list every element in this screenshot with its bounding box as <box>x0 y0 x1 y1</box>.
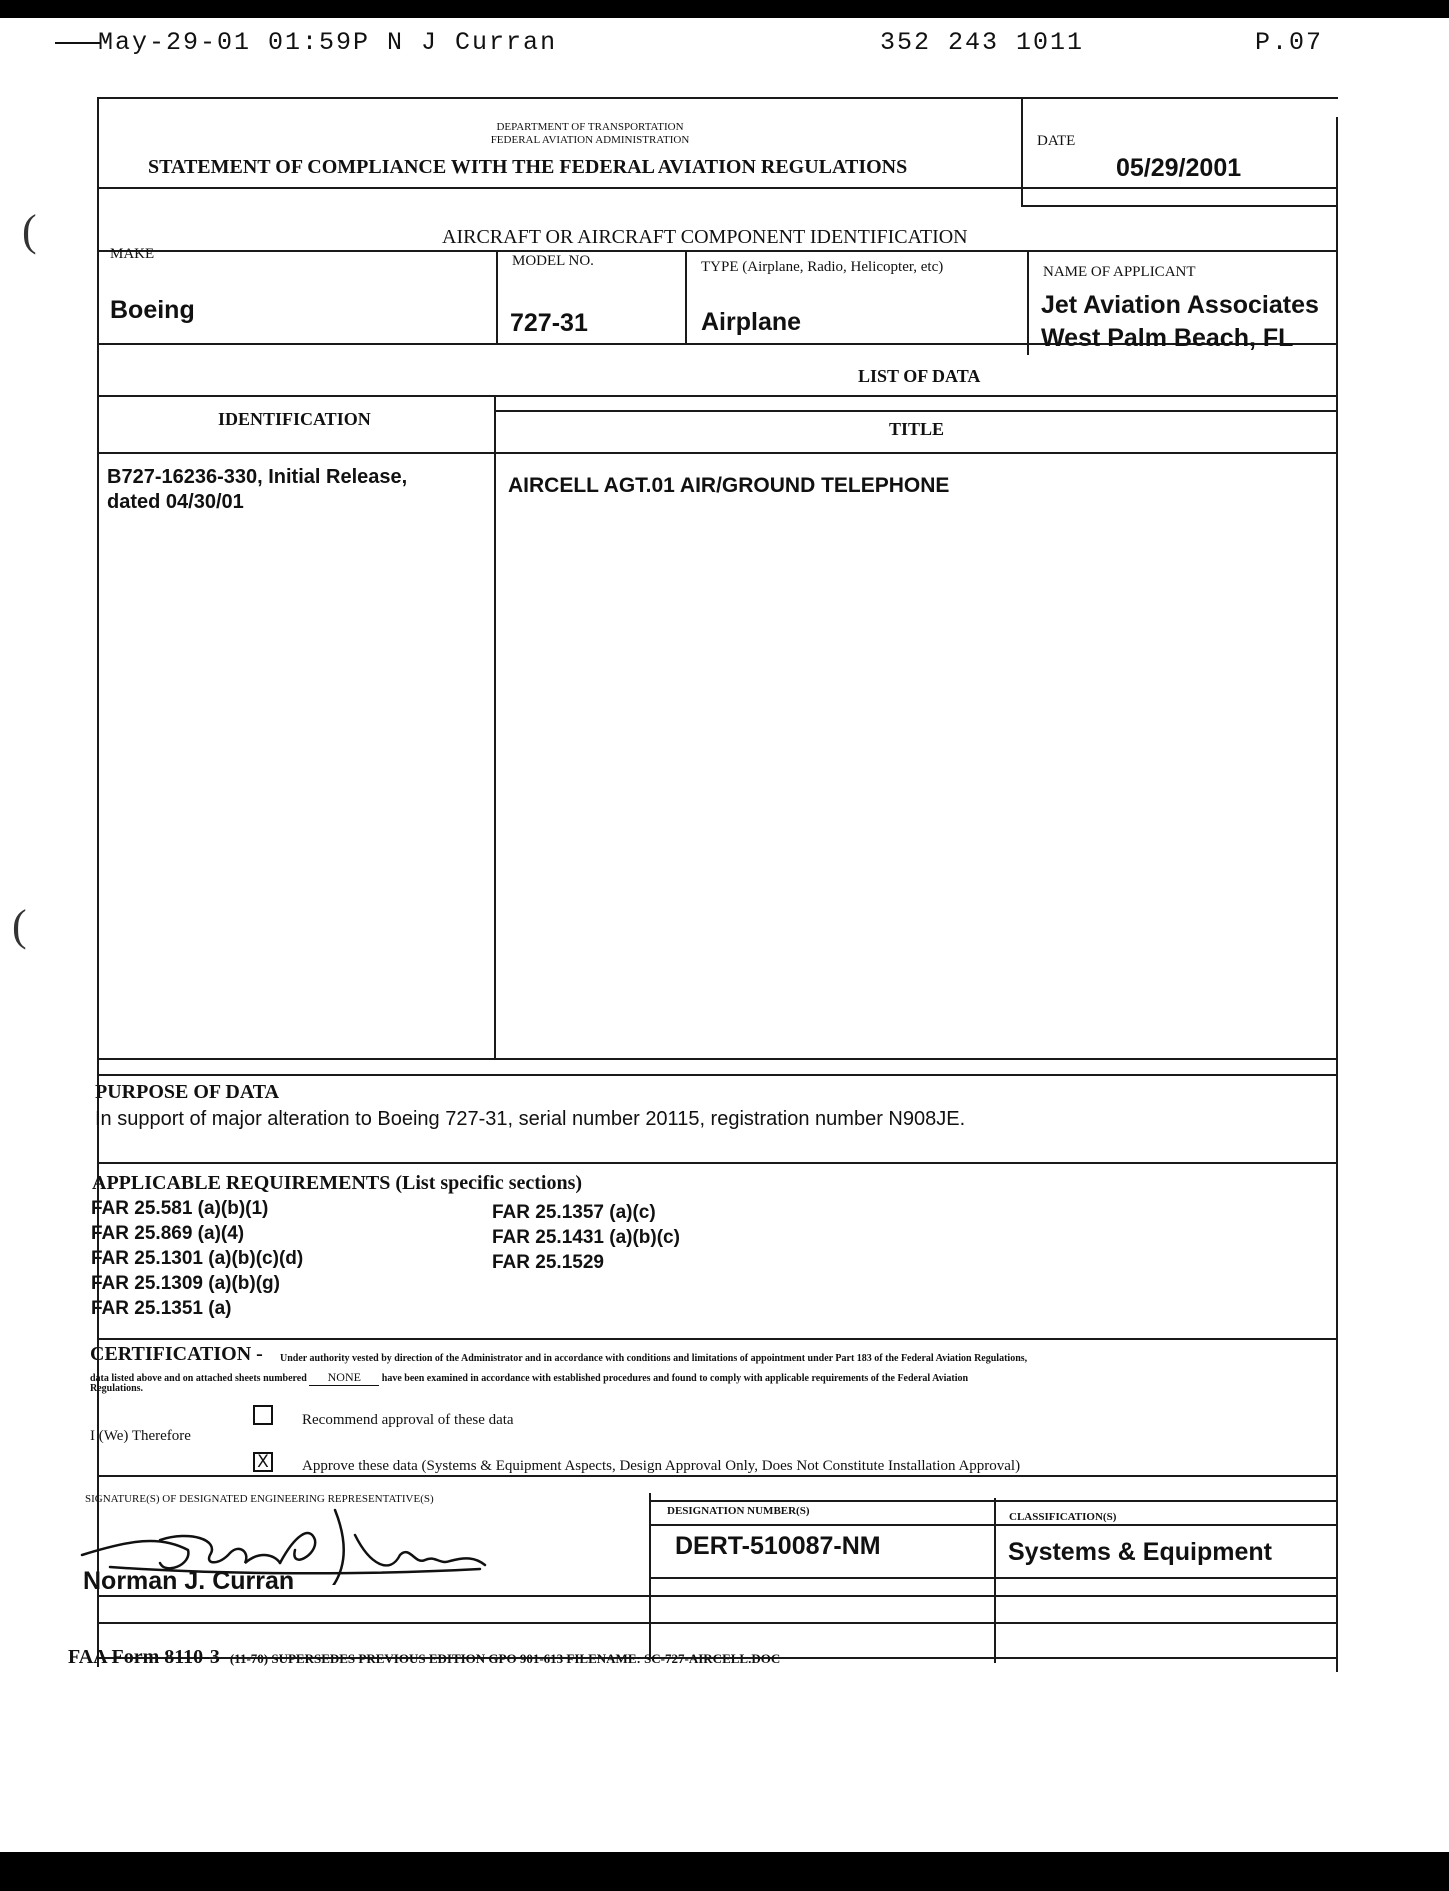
fax-datetime: May-29-01 01:59P N J Curran <box>98 28 558 57</box>
classification-value: Systems & Equipment <box>1008 1538 1272 1566</box>
approve-data-checkbox[interactable]: X <box>253 1452 273 1472</box>
applicant-location: West Palm Beach, FL <box>1041 324 1294 352</box>
scan-bottom-border <box>0 1852 1449 1891</box>
purpose-label: PURPOSE OF DATA <box>95 1081 280 1103</box>
certification-text-part: have been examined in accordance with established procedures and found to comply with applicable requirements of the Federal Aviation <box>381 1373 969 1384</box>
purpose-text: In support of major alteration to Boeing 727-31, serial number 20115, registration number N908JE. <box>95 1108 966 1130</box>
punch-hole-mark: ( <box>12 901 27 950</box>
make-value: Boeing <box>110 296 195 324</box>
data-identification-line1: B727-16236-330, Initial Release, <box>107 466 408 488</box>
requirement-item: FAR 25.1301 (a)(b)(c)(d) <box>91 1248 304 1269</box>
identification-column-header: IDENTIFICATION <box>218 409 371 429</box>
requirements-right-list <box>492 1200 680 1275</box>
scan-top-border <box>0 0 1449 18</box>
list-of-data-title: LIST OF DATA <box>858 366 981 386</box>
form-title: STATEMENT OF COMPLIANCE WITH THE FEDERAL AVIATION REGULATIONS <box>148 156 908 178</box>
title-column-header: TITLE <box>889 419 945 439</box>
classification-label: CLASSIFICATION(S) <box>1009 1511 1117 1523</box>
date-label: DATE <box>1037 133 1076 149</box>
representative-name: Norman J. Curran <box>83 1567 295 1595</box>
certification-text-line1: Under authority vested by direction of the Administrator and in accordance with conditions and limitations of appointment under Part 183 of the Federal Aviation Regulations, <box>280 1353 1028 1364</box>
model-label: MODEL NO. <box>512 253 594 269</box>
make-label: MAKE <box>110 246 155 262</box>
fax-phone: 352 243 1011 <box>880 28 1085 57</box>
requirement-item: FAR 25.1351 (a) <box>91 1298 232 1319</box>
requirement-item: FAR 25.1357 (a)(c) <box>492 1202 656 1223</box>
requirements-left-list <box>91 1196 303 1321</box>
data-title-value: AIRCELL AGT.01 AIR/GROUND TELEPHONE <box>508 474 950 497</box>
fax-page: P.07 <box>1255 28 1324 57</box>
requirement-item: FAR 25.581 (a)(b)(1) <box>91 1198 269 1219</box>
certification-text-line3: Regulations. <box>90 1383 144 1394</box>
date-value: 05/29/2001 <box>1116 154 1242 182</box>
certification-text-part: data listed above and on attached sheets numbered <box>90 1373 307 1384</box>
requirement-item: FAR 25.869 (a)(4) <box>91 1223 245 1244</box>
data-identification-line2: dated 04/30/01 <box>107 491 244 513</box>
type-label: TYPE (Airplane, Radio, Helicopter, etc) <box>701 259 944 275</box>
form-name: FAA Form 8110-3 <box>68 1646 220 1668</box>
designation-number-value: DERT-510087-NM <box>675 1532 881 1560</box>
model-value: 727-31 <box>510 309 588 337</box>
form-details: (11-70) SUPERSEDES PREVIOUS EDITION GPO 901-613 FILENAME: SC-727-AIRCELL.DOC <box>229 1651 781 1666</box>
recommend-approval-label: Recommend approval of these data <box>302 1412 514 1428</box>
fax-header-strike <box>55 42 100 44</box>
type-value: Airplane <box>701 308 802 336</box>
certification-label: CERTIFICATION - <box>90 1343 263 1365</box>
certification-text-line2 <box>90 1370 968 1386</box>
therefore-label: I (We) Therefore <box>90 1428 191 1444</box>
identification-section-title: AIRCRAFT OR AIRCRAFT COMPONENT IDENTIFICATION <box>442 226 968 248</box>
punch-hole-mark: ( <box>22 206 37 255</box>
footer <box>68 1646 780 1669</box>
designation-label: DESIGNATION NUMBER(S) <box>667 1505 810 1517</box>
requirements-label: APPLICABLE REQUIREMENTS (List specific sections) <box>92 1172 583 1194</box>
requirement-item: FAR 25.1431 (a)(b)(c) <box>492 1227 680 1248</box>
approve-data-label: Approve these data (Systems & Equipment Aspects, Design Approval Only, Does Not Constitute Installation Approval) <box>302 1458 1021 1474</box>
recommend-approval-checkbox[interactable] <box>253 1405 273 1425</box>
agency-name: FEDERAL AVIATION ADMINISTRATION <box>490 134 690 146</box>
requirement-item: FAR 25.1309 (a)(b)(g) <box>91 1273 280 1294</box>
signature-label: SIGNATURE(S) OF DESIGNATED ENGINEERING REPRESENTATIVE(S) <box>85 1493 434 1505</box>
attached-sheets-value: NONE <box>309 1370 379 1386</box>
applicant-label: NAME OF APPLICANT <box>1043 264 1196 280</box>
requirement-item: FAR 25.1529 <box>492 1252 604 1273</box>
applicant-name: Jet Aviation Associates <box>1041 291 1319 319</box>
department-name: DEPARTMENT OF TRANSPORTATION <box>496 121 684 133</box>
